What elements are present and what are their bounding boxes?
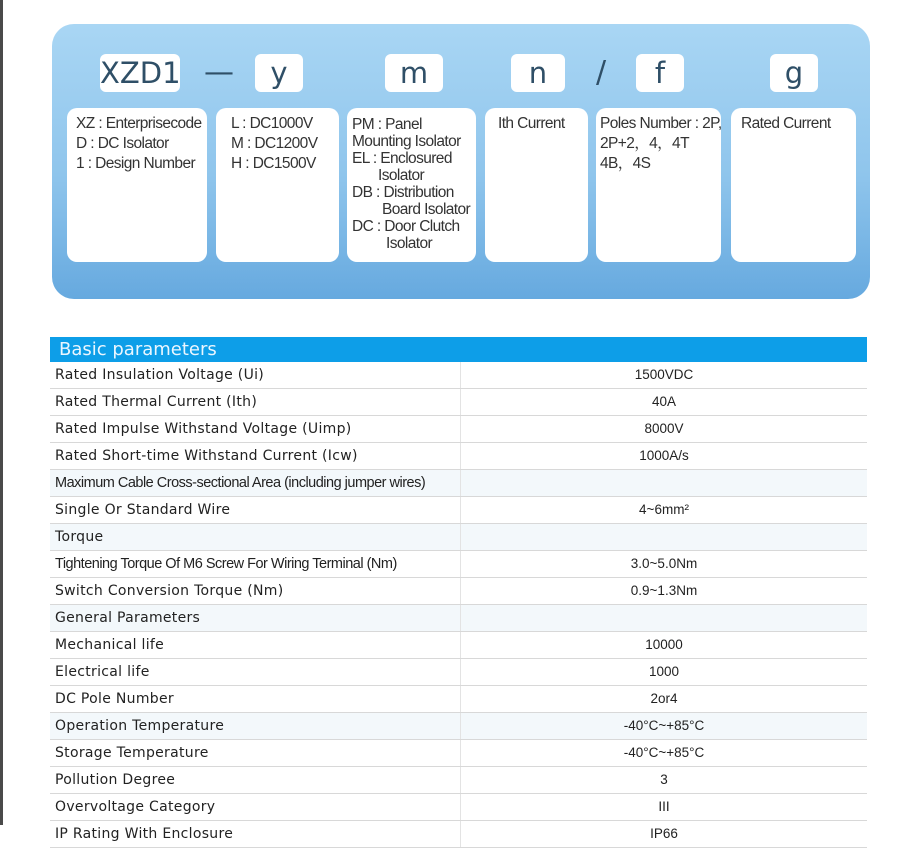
row-value: 3.0~5.0Nm xyxy=(630,556,698,571)
table-row xyxy=(50,389,867,416)
desc-line: Isolator xyxy=(378,167,425,184)
row-label: Single Or Standard Wire xyxy=(50,497,461,523)
desc-line: Mounting Isolator xyxy=(352,133,461,150)
table-row xyxy=(50,821,867,848)
row-value: 10000 xyxy=(645,637,683,652)
table-row xyxy=(50,767,867,794)
row-label: Torque xyxy=(50,524,461,550)
code-segment-poles: f xyxy=(636,54,684,92)
row-value: 40A xyxy=(651,394,677,409)
desc-line: DB : Distribution xyxy=(352,184,454,201)
row-value: 8000V xyxy=(644,421,684,436)
table-row xyxy=(50,686,867,713)
row-label: Electrical life xyxy=(50,659,461,685)
row-label: Mechanical life xyxy=(50,632,461,658)
desc-line: 1 : Design Number xyxy=(76,155,196,172)
desc-line: 4B，4S xyxy=(600,155,651,172)
desc-line: D : DC Isolator xyxy=(76,135,169,152)
table-row xyxy=(50,443,867,470)
row-value: 3 xyxy=(660,772,668,787)
row-value: 0.9~1.3Nm xyxy=(630,583,698,598)
desc-line: Ith Current xyxy=(498,115,565,132)
code-separator-slash: / xyxy=(596,55,607,90)
row-value xyxy=(461,605,867,631)
row-value: 1500VDC xyxy=(634,367,694,382)
row-label: Tightening Torque Of M6 Screw For Wiring Terminal (Nm) xyxy=(50,551,461,577)
code-segment-voltage: y xyxy=(255,54,303,92)
row-label: Operation Temperature xyxy=(50,713,461,739)
table-row xyxy=(50,551,867,578)
desc-line: Rated Current xyxy=(741,115,831,132)
row-value: -40°C~+85°C xyxy=(623,745,705,760)
row-label: Switch Conversion Torque (Nm) xyxy=(50,578,461,604)
desc-line: DC : Door Clutch xyxy=(352,218,460,235)
row-value: 1000A/s xyxy=(639,448,689,463)
row-label: IP Rating With Enclosure xyxy=(50,821,461,847)
table-row xyxy=(50,497,867,524)
table-row xyxy=(50,416,867,443)
desc-current xyxy=(485,108,588,262)
desc-voltage xyxy=(216,108,339,262)
row-value: IP66 xyxy=(650,826,678,841)
desc-line: Poles Number : 2P, xyxy=(600,115,722,132)
desc-line: 2P+2，4，4T xyxy=(600,135,689,152)
table-row xyxy=(50,740,867,767)
desc-rated xyxy=(731,108,856,262)
desc-line: Board Isolator xyxy=(382,201,471,218)
desc-poles xyxy=(596,108,721,262)
row-value: 2or4 xyxy=(650,691,678,706)
desc-line: L : DC1000V xyxy=(231,115,313,132)
row-label: Rated Thermal Current (Ith) xyxy=(50,389,461,415)
model-code-panel xyxy=(52,24,870,299)
table-row xyxy=(50,605,867,632)
desc-line: Isolator xyxy=(386,235,433,252)
row-value xyxy=(461,524,867,550)
desc-line: M : DC1200V xyxy=(231,135,318,152)
row-label: Pollution Degree xyxy=(50,767,461,793)
desc-line: XZ : Enterprisecode xyxy=(76,115,202,132)
table-row xyxy=(50,632,867,659)
row-label: Rated Insulation Voltage (Ui) xyxy=(50,362,461,388)
row-label: DC Pole Number xyxy=(50,686,461,712)
row-value: 4~6mm² xyxy=(639,502,689,517)
desc-line: PM : Panel xyxy=(352,116,422,133)
row-label: Rated Short-time Withstand Current (Icw) xyxy=(50,443,461,469)
row-value: III xyxy=(658,799,670,814)
row-label: Overvoltage Category xyxy=(50,794,461,820)
row-value: 1000 xyxy=(648,664,680,679)
table-title: Basic parameters xyxy=(50,337,867,362)
desc-series xyxy=(67,108,207,262)
code-segment-rated: g xyxy=(770,54,818,92)
row-value xyxy=(461,470,867,496)
desc-line: EL : Enclosured xyxy=(352,150,452,167)
table-row xyxy=(50,362,867,389)
table-row xyxy=(50,713,867,740)
row-label: Rated Impulse Withstand Voltage (Uimp) xyxy=(50,416,461,442)
table-row xyxy=(50,794,867,821)
code-segment-mounting: m xyxy=(385,54,443,92)
code-segment-current: n xyxy=(511,54,565,92)
row-label: Storage Temperature xyxy=(50,740,461,766)
desc-line: H : DC1500V xyxy=(231,155,316,172)
table-row xyxy=(50,578,867,605)
row-label: General Parameters xyxy=(50,605,461,631)
table-row xyxy=(50,659,867,686)
table-row xyxy=(50,524,867,551)
code-segment-series: XZD1 xyxy=(100,56,181,90)
row-label: Maximum Cable Cross-sectional Area (including jumper wires) xyxy=(50,470,461,496)
basic-parameters-table xyxy=(50,337,867,848)
window-edge xyxy=(0,0,3,825)
table-row xyxy=(50,470,867,497)
desc-mounting xyxy=(347,108,476,262)
code-separator-dash: — xyxy=(204,55,234,90)
row-value: -40°C~+85°C xyxy=(623,718,705,733)
